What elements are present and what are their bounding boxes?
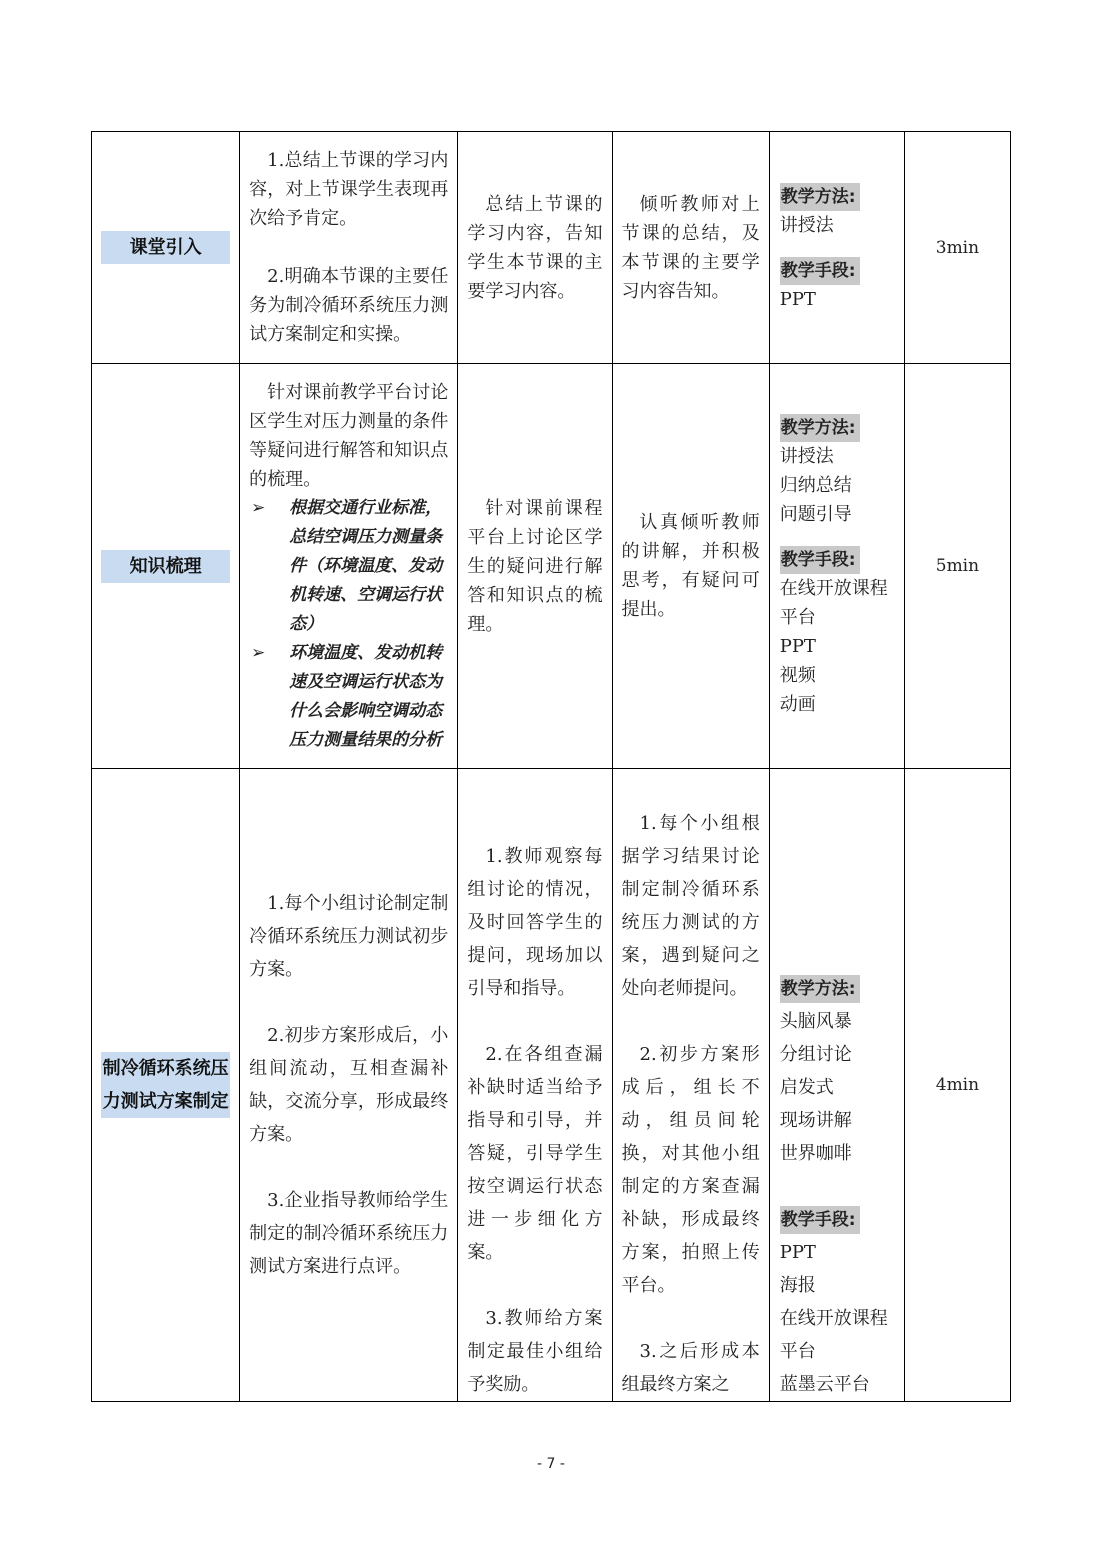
- student-activity-text: 倾听教师对上节课的总结，及本节课的主要学习内容告知。: [621, 193, 760, 302]
- stage-label: 知识梳理: [101, 550, 230, 583]
- method-item: 启发式: [779, 1077, 834, 1098]
- means-heading: 教学手段:: [780, 546, 860, 574]
- teacher-activity-cell: [458, 769, 612, 1402]
- method-heading: 教学方法:: [780, 975, 860, 1003]
- arrow-bullet-icon: ➢: [251, 497, 266, 518]
- page-number: - 7 -: [537, 1456, 565, 1472]
- teacher-activity-cell: [458, 132, 612, 364]
- stage-cell: [92, 132, 240, 364]
- student-activity-text: 3.之后形成本组最终方案之: [621, 1341, 760, 1395]
- teacher-activity-text: 总结上节课的学习内容，告知学生本节课的主要学习内容。: [467, 193, 603, 302]
- means-item: PPT: [779, 288, 816, 310]
- content-paragraph: 3.企业指导教师给学生制定的制冷循环系统压力测试方案进行点评。: [249, 1190, 449, 1277]
- lesson-plan-table: [91, 131, 1011, 1402]
- content-cell: [240, 364, 458, 769]
- teacher-activity-text: 针对课前课程平台上讨论区学生的疑问进行解答和知识点的梳理。: [467, 497, 603, 635]
- content-cell: [240, 769, 458, 1402]
- content-paragraph: 1.每个小组讨论制定制冷循环系统压力测试初步方案。: [249, 893, 449, 980]
- method-item: 现场讲解: [779, 1110, 852, 1131]
- means-item: 在线开放课程平台: [779, 578, 888, 628]
- stage-label: 课堂引入: [101, 231, 230, 264]
- means-heading: 教学手段:: [780, 1206, 860, 1234]
- content-paragraph: 2.明确本节课的主要任务为制冷循环系统压力测试方案制定和实操。: [249, 266, 449, 345]
- method-item: 归纳总结: [779, 475, 852, 496]
- means-item: PPT: [779, 636, 816, 657]
- method-item: 讲授法: [779, 446, 834, 467]
- student-activity-cell: [612, 364, 769, 769]
- student-activity-text: 1.每个小组根据学习结果讨论制定制冷循环系统压力测试的方案，遇到疑问之处向老师提问。: [621, 813, 760, 999]
- method-item: 头脑风暴: [779, 1011, 852, 1032]
- time-cell: 4min: [904, 769, 1010, 1402]
- stage-label: 制冷循环系统压力测试方案制定: [101, 1052, 230, 1118]
- bullet-item: ➢ 根据交通行业标准，总结空调压力测量条件（环境温度、发动机转速、空调运行状态）: [240, 494, 457, 639]
- arrow-bullet-icon: ➢: [251, 642, 266, 663]
- stage-cell: [92, 364, 240, 769]
- content-cell: [240, 132, 458, 364]
- means-item: 动画: [779, 694, 816, 715]
- methods-cell: [769, 364, 904, 769]
- content-paragraph: 针对课前教学平台讨论区学生对压力测量的条件等疑问进行解答和知识点的梳理。: [249, 381, 449, 490]
- method-item: 问题引导: [779, 504, 852, 525]
- time-cell: 5min: [904, 364, 1010, 769]
- method-heading: 教学方法:: [780, 414, 860, 442]
- table-row: [92, 769, 1011, 1402]
- means-item: 视频: [779, 665, 816, 686]
- teacher-activity-cell: [458, 364, 612, 769]
- method-heading: 教学方法:: [780, 183, 860, 211]
- content-paragraph: 1.总结上节课的学习内容，对上节课学生表现再次给予肯定。: [249, 150, 449, 229]
- teacher-activity-text: 3.教师给方案制定最佳小组给予奖励。: [467, 1308, 603, 1395]
- means-item: PPT: [779, 1242, 816, 1263]
- student-activity-text: 2.初步方案形成后，组长不动，组员间轮换，对其他小组制定的方案查漏补缺，形成最终方案，拍照上传平台。: [621, 1044, 760, 1296]
- student-activity-cell: [612, 132, 769, 364]
- teacher-activity-text: 1.教师观察每组讨论的情况，及时回答学生的提问，现场加以引导和指导。: [467, 846, 603, 999]
- table-row: [92, 132, 1011, 364]
- method-item: 世界咖啡: [779, 1143, 852, 1164]
- means-item: 海报: [779, 1275, 816, 1296]
- methods-cell: [769, 769, 904, 1402]
- means-heading: 教学手段:: [780, 257, 860, 285]
- stage-cell: [92, 769, 240, 1402]
- method-item: 讲授法: [779, 214, 834, 236]
- method-item: 分组讨论: [779, 1044, 852, 1065]
- time-cell: 3min: [904, 132, 1010, 364]
- student-activity-text: 认真倾听教师的讲解，并积极思考，有疑问可提出。: [621, 512, 760, 620]
- bullet-item: ➢ 环境温度、发动机转速及空调运行状态为什么会影响空调动态压力测量结果的分析: [240, 639, 457, 755]
- student-activity-cell: [612, 769, 769, 1402]
- methods-cell: [769, 132, 904, 364]
- means-item: 在线开放课程平台: [779, 1308, 888, 1362]
- teacher-activity-text: 2.在各组查漏补缺时适当给予指导和引导，并答疑，引导学生按空调运行状态进一步细化方案。: [467, 1044, 603, 1263]
- table-row: [92, 364, 1011, 769]
- content-paragraph: 2.初步方案形成后，小组间流动，互相查漏补缺，交流分享，形成最终方案。: [249, 1025, 449, 1145]
- means-item: 蓝墨云平台: [779, 1374, 870, 1395]
